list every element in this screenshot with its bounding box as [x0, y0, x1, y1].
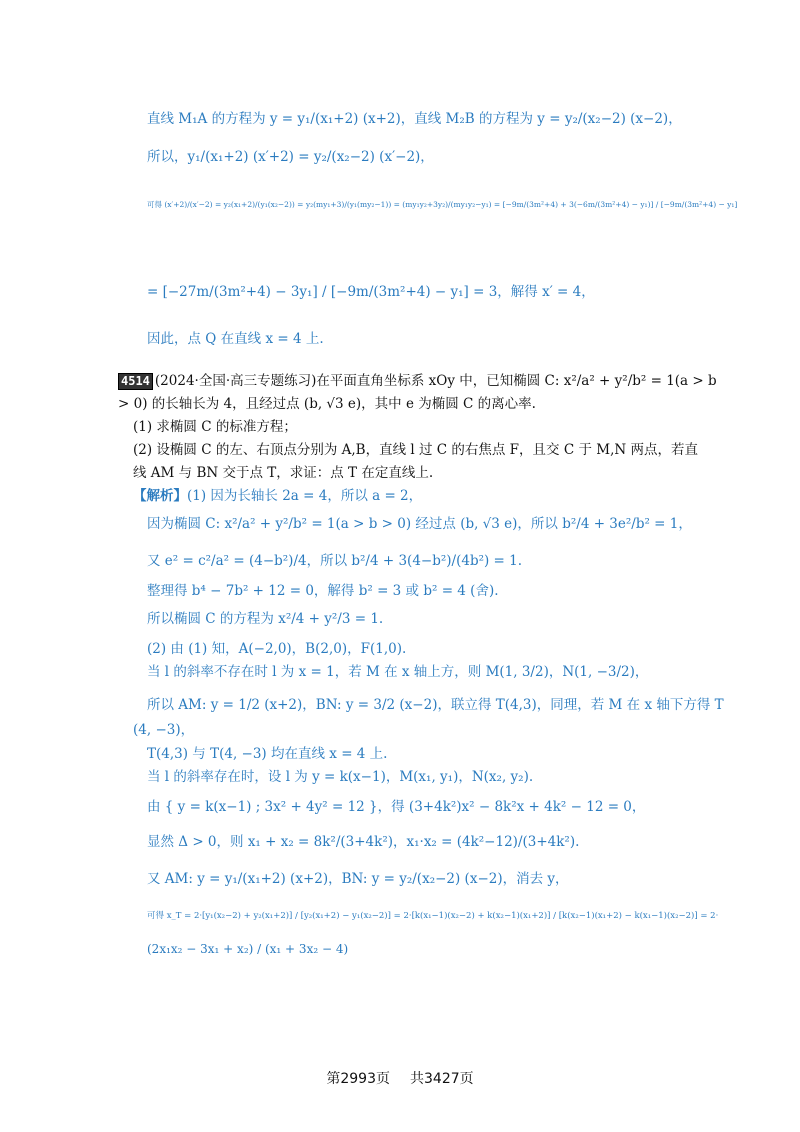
- problem-number-badge: 4514: [118, 373, 153, 390]
- page-number: 第2993页: [326, 1071, 390, 1087]
- question-2: (2) 设椭圆 C 的左、右顶点分别为 A,B，直线 l 过 C 的右焦点 F，且交 C 于 M,N 两点，若直: [133, 442, 698, 458]
- solution-line: 直线 M₁A 的方程为 y = y₁/(x₁+2) (x+2)，直线 M₂B 的方程为 y = y₂/(x₂−2) (x−2)，: [147, 111, 682, 127]
- solution-line: = [−27m/(3m²+4) − 3y₁] / [−9m/(3m²+4) − y₁] = 3，解得 x′ = 4，: [147, 284, 595, 300]
- solution-line: 由 { y = k(x−1) ; 3x² + 4y² = 12 }，得 (3+4k²)x² − 8k²x + 4k² − 12 = 0，: [147, 799, 646, 815]
- solution-line: T(4,3) 与 T(4, −3) 均在直线 x = 4 上.: [147, 746, 388, 762]
- problem-stem: [118, 372, 717, 390]
- solution-line: 可得 x_T = 2·[y₁(x₂−2) + y₂(x₁+2)] / [y₂(x₁+2) − y₁(x₂−2)] = 2·[k(x₁−1)(x₂−2) + k(x₂−1)(x₁+2)] / [k(x₂−1)(x₁+2) − k(x₁−1)(x₂−2)] = 2·: [147, 911, 719, 921]
- solution-line: 所以 AM: y = 1/2 (x+2)，BN: y = 3/2 (x−2)，联立得 T(4,3)，同理，若 M 在 x 轴下方得 T: [147, 697, 724, 713]
- solution-line: (2) 由 (1) 知，A(−2,0)，B(2,0)，F(1,0).: [147, 641, 407, 657]
- solution-line: 所以椭圆 C 的方程为 x²/4 + y²/3 = 1.: [147, 611, 384, 627]
- solution-start: [133, 487, 422, 505]
- solution-label: 【解析】: [133, 488, 187, 504]
- solution-line: 因此，点 Q 在直线 x = 4 上.: [147, 331, 324, 347]
- solution-line: 因为椭圆 C: x²/a² + y²/b² = 1(a > b > 0) 经过点 (b, √3 e)，所以 b²/4 + 3e²/b² = 1，: [147, 516, 692, 532]
- solution-line: 可得 (x′+2)/(x′−2) = y₂(x₁+2)/(y₁(x₂−2)) = y₂(my₁+3)/(y₁(my₂−1)) = (my₁y₂+3y₂)/(my₁y₂−y₁) = [−9m/(3m²+4) + 3(−6m/(3m²+4) − y₁)] / [−9m/(3m²+4) − y₁]: [147, 200, 738, 209]
- page-footer: [0, 1068, 800, 1088]
- solution-line: (2x₁x₂ − 3x₁ + x₂) / (x₁ + 3x₂ − 4): [147, 942, 349, 956]
- solution-line: (4, −3)，: [133, 722, 195, 738]
- page-total: 共3427页: [410, 1071, 474, 1087]
- solution-line: (1) 因为长轴长 2a = 4，所以 a = 2，: [187, 488, 423, 504]
- question-1: (1) 求椭圆 C 的标准方程；: [133, 419, 297, 435]
- solution-line: 又 e² = c²/a² = (4−b²)/4，所以 b²/4 + 3(4−b²)/(4b²) = 1.: [147, 553, 523, 569]
- question-2-cont: 线 AM 与 BN 交于点 T，求证：点 T 在定直线上.: [133, 465, 434, 481]
- solution-line: 当 l 的斜率不存在时 l 为 x = 1，若 M 在 x 轴上方，则 M(1, 3/2)，N(1, −3/2)，: [147, 664, 649, 680]
- problem-stem-cont: > 0) 的长轴长为 4，且经过点 (b, √3 e)，其中 e 为椭圆 C 的离心率.: [118, 396, 536, 412]
- solution-line: 显然 Δ > 0，则 x₁ + x₂ = 8k²/(3+4k²)，x₁·x₂ = (4k²−12)/(3+4k²).: [147, 834, 580, 850]
- solution-line: 整理得 b⁴ − 7b² + 12 = 0，解得 b² = 3 或 b² = 4 (舍).: [147, 583, 499, 599]
- problem-stem-text: (2024·全国·高三专题练习)在平面直角坐标系 xOy 中，已知椭圆 C: x²/a² + y²/b² = 1(a > b: [154, 373, 717, 389]
- solution-line: 当 l 的斜率存在时，设 l 为 y = k(x−1)，M(x₁, y₁)，N(x₂, y₂).: [147, 769, 534, 785]
- solution-line: 又 AM: y = y₁/(x₁+2) (x+2)，BN: y = y₂/(x₂−2) (x−2)，消去 y，: [147, 871, 569, 887]
- solution-line: 所以，y₁/(x₁+2) (x′+2) = y₂/(x₂−2) (x′−2)，: [147, 149, 434, 165]
